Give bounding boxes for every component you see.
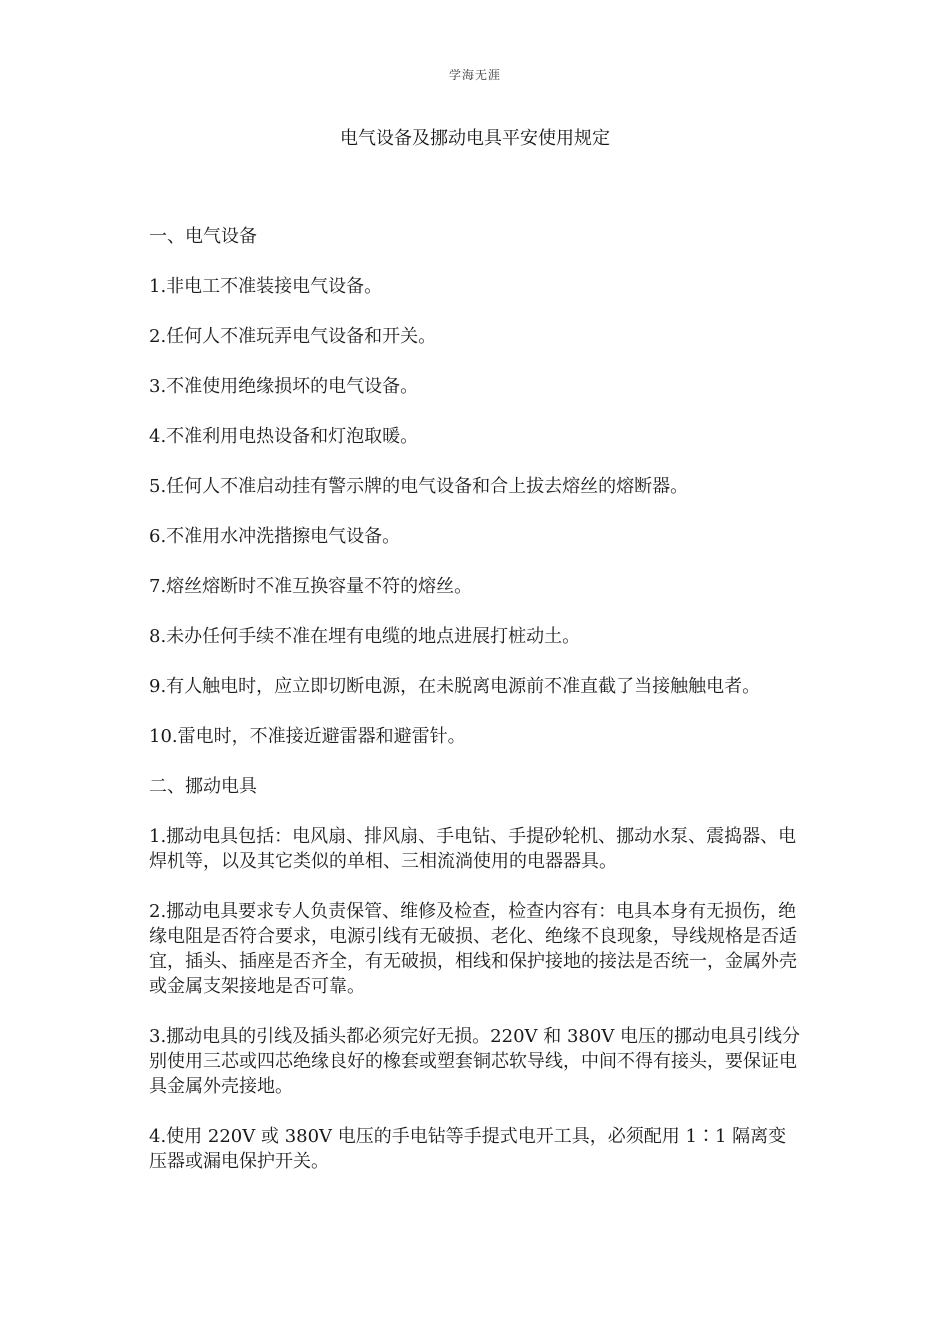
document-body (149, 224, 804, 1199)
rule-item: 1.挪动电具包括：电风扇、排风扇、手电钻、手提砂轮机、挪动水泵、震捣器、电焊机等，以及其它类似的单相、三相流淌使用的电器器具。 (149, 826, 797, 872)
rule-item: 4.不准利用电热设备和灯泡取暖。 (149, 426, 419, 447)
rule-item: 5.任何人不准启动挂有警示牌的电气设备和合上拔去熔丝的熔断器。 (149, 476, 689, 497)
rule-item: 6.不准用水冲洗揩擦电气设备。 (149, 526, 401, 547)
document-title: 电气设备及挪动电具平安使用规定 (340, 128, 610, 149)
page-header: 学海无涯 (448, 68, 501, 82)
section-heading-electrical-equipment: 一、电气设备 (149, 226, 257, 247)
section-heading-portable-appliances: 二、挪动电具 (149, 776, 257, 797)
rule-item: 3.挪动电具的引线及插头都必须完好无损。220V 和 380V 电压的挪动电具引线分别使用三芯或四芯绝缘良好的橡套或塑套铜芯软导线，中间不得有接头，要保证电具金属外壳接地。 (149, 1026, 801, 1097)
rule-item: 3.不准使用绝缘损坏的电气设备。 (149, 376, 419, 397)
rule-item: 7.熔丝熔断时不准互换容量不符的熔丝。 (149, 576, 473, 597)
rule-item: 2.挪动电具要求专人负责保管、维修及检查，检查内容有：电具本身有无损伤，绝缘电阻是否符合要求，电源引线有无破损、老化、绝缘不良现象，导线规格是否适宜，插头、插座是否齐全，有无破损，相线和保护接地的接法是否统一，金属外壳或金属支架接地是否可靠。 (149, 901, 797, 997)
rule-item: 9.有人触电时，应立即切断电源，在未脱离电源前不准直截了当接触触电者。 (149, 676, 761, 697)
rule-item: 8.未办任何手续不准在埋有电缆的地点进展打桩动土。 (149, 626, 581, 647)
rule-item: 1.非电工不准装接电气设备。 (149, 276, 383, 297)
rule-item: 2.任何人不准玩弄电气设备和开关。 (149, 326, 437, 347)
rule-item: 4.使用 220V 或 380V 电压的手电钻等手提式电开工具，必须配用 1∶1 隔离变压器或漏电保护开关。 (149, 1126, 787, 1172)
rule-item: 10.雷电时，不准接近避雷器和避雷针。 (149, 726, 466, 747)
